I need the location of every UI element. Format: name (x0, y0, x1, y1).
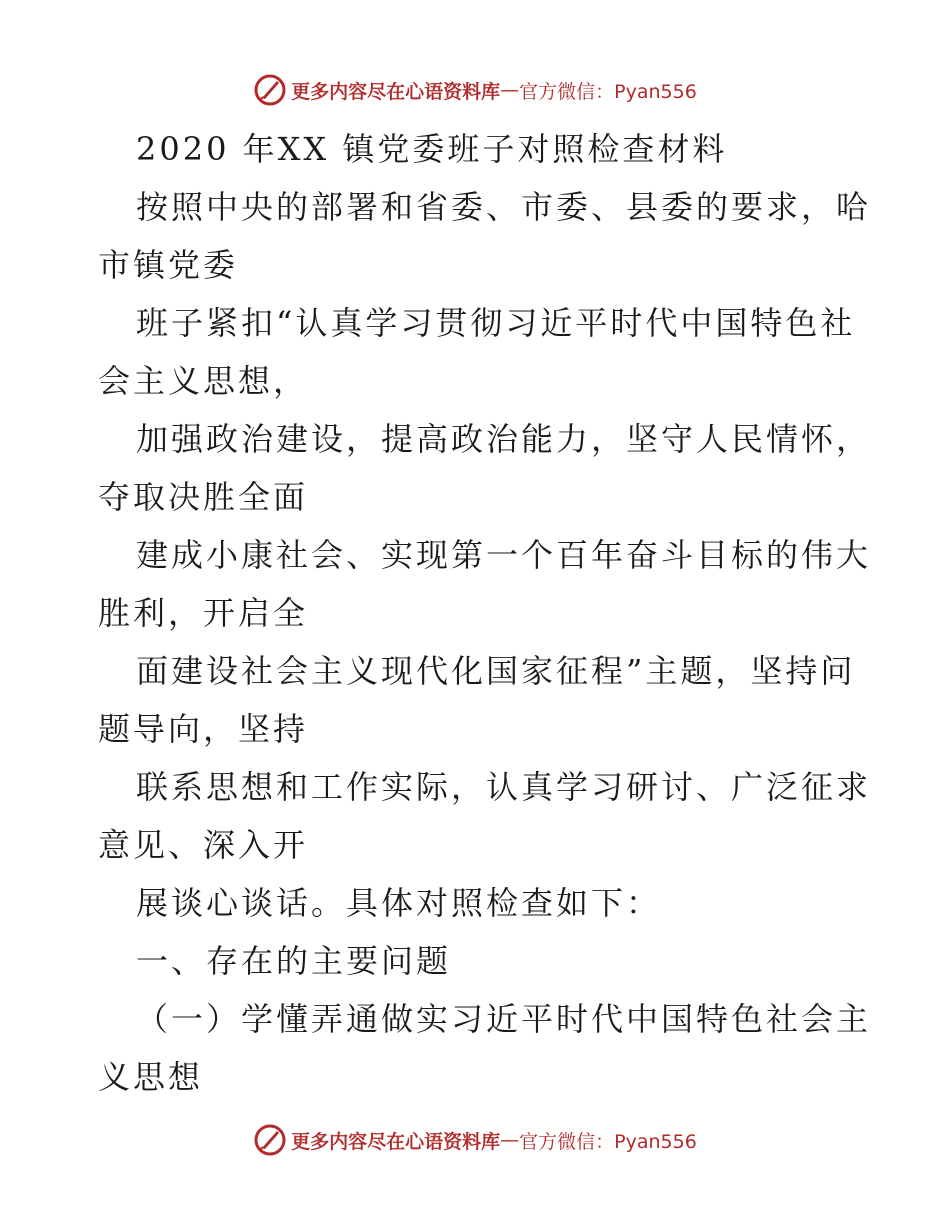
paragraph-line: 题导向，坚持 (98, 710, 309, 748)
paragraph-line: 会主义思想， (98, 362, 309, 400)
header-watermark (0, 70, 950, 110)
quill-pen-logo-icon (253, 73, 287, 107)
subsection-heading: （一）学懂弄通做实习近平时代中国特色社会主 (136, 1000, 872, 1038)
paragraph-line: 联系思想和工作实际，认真学习研讨、广泛征求 (136, 768, 872, 806)
paragraph-line: 面建设社会主义现代化国家征程”主题，坚持问 (136, 652, 856, 690)
watermark-brand: 更多内容尽在心语资料库 (291, 1130, 501, 1153)
document-title: 2020 年XX 镇党委班子对照检查材料 (136, 130, 728, 168)
paragraph-line: 建成小康社会、实现第一个百年奋斗目标的伟大 (136, 536, 872, 574)
section-heading: 一、存在的主要问题 (136, 942, 452, 980)
paragraph-line: 展谈心谈话。具体对照检查如下： (136, 884, 662, 922)
paragraph-line: 班子紧扣“认真学习贯彻习近平时代中国特色社 (136, 304, 856, 342)
paragraph-line: 市镇党委 (98, 246, 239, 284)
watermark-dash: — (500, 1129, 520, 1151)
paragraph-line: 夺取决胜全面 (98, 478, 309, 516)
watermark-contact: 官方微信：Pyan556 (519, 80, 697, 103)
subsection-heading-continued: 义思想 (98, 1058, 204, 1096)
paragraph-line: 胜利，开启全 (98, 594, 309, 632)
document-body (98, 120, 872, 1106)
quill-pen-logo-icon (253, 1123, 287, 1157)
paragraph-line: 按照中央的部署和省委、市委、县委的要求，哈 (136, 188, 872, 226)
watermark-brand: 更多内容尽在心语资料库 (291, 80, 501, 103)
watermark-dash: — (500, 79, 520, 101)
paragraph-line: 加强政治建设，提高政治能力，坚守人民情怀， (136, 420, 872, 458)
footer-watermark (0, 1120, 950, 1160)
paragraph-line: 意见、深入开 (98, 826, 309, 864)
watermark-contact: 官方微信：Pyan556 (519, 1130, 697, 1153)
